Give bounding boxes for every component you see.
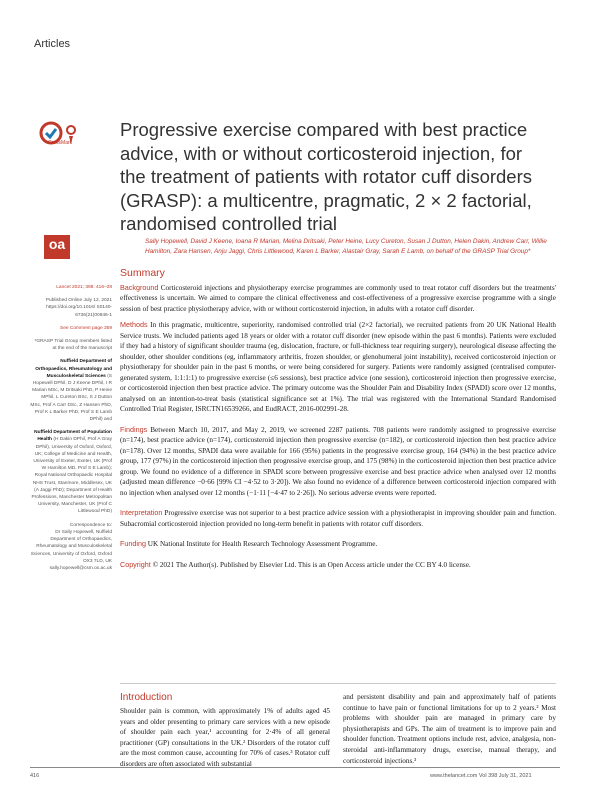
introduction-column-2: and persistent disability and pain and approximately half of patients continue to have pain or functional limitations for up to 2 years.² Most problems with shoulder pain are managed in primary care by physiotherapists and GPs. The aim of treatment is to improve pain and shoulder function. Treatment options include rest, advice, analgesia, non-steroidal anti-inflammatory drugs, exercise, manual therapy, and corticosteroid injections.³ — [343, 693, 556, 765]
background-label: Background — [120, 282, 159, 292]
correspondence-head: Correspondence to: — [69, 522, 112, 528]
copyright-paragraph — [120, 560, 556, 571]
background-text: Corticosteroid injections and physiotherapy exercise programmes are commonly used to treat rotator cuff disorders but the treatments' effectiveness is uncertain. We aimed to compare the clinical effectiveness and cost-effectiveness of a progressive exercise programme with a single session of best practice physiotherapy advice, with or without corticosteroid injection, in adults with a rotator cuff disorder. — [120, 283, 556, 313]
footer-divider — [30, 767, 560, 768]
interpretation-text: Progressive exercise was not superior to a best practice advice session with a physiotherapist in improving shoulder pain and function. Subacromial corticosteroid injection provided no long-term benefit in patients with rotator cuff disorders. — [120, 509, 556, 528]
introduction-column-1: Shoulder pain is common, with approximately 1% of adults aged 45 years and older presenting to primary care services with a new episode of shoulder pain each year,¹ accounting for 2·4% of all general practitioner (GP) consultations in the UK.² Disorders of the rotator cuff are the most common cause, accounting for 70% of cases.³ Rotator cuff disorders are often associated with substantial — [120, 707, 330, 768]
summary-section — [120, 268, 556, 570]
author-list: Sally Hopewell, David J Keene, Ioana R Marian, Melina Dritsaki, Peter Heine, Lucy Cureton, Susan J Dutton, Helen Dakin, Andrew Carr, Willie Hamilton, Zara Hansen, Anju Jaggi, Chris Littlewood, Karen L Barker, Alastair Gray, Sarah E Lamb, on behalf of the GRASP Trial Group* — [145, 238, 547, 256]
funding-paragraph — [120, 539, 556, 550]
summary-heading: Summary — [120, 267, 165, 279]
funding-text: UK National Institute for Health Research Technology Assessment Programme. — [145, 540, 378, 548]
citation: Lancet 2021; 398: 416–28 — [56, 285, 112, 290]
funding-label: Funding — [120, 539, 146, 548]
interpretation-label: Interpretation — [120, 508, 163, 517]
open-access-logo-bar — [44, 256, 70, 259]
correspondence-body[interactable]: Dr Sally Hopewell, Nuffield Department of Orthopaedics, Rheumatology and Musculoskeletal Sciences, University of Oxford, Oxford OX3 7LD, UK sally.hopewell@csm.ox.ac.uk — [30, 529, 112, 571]
published-online[interactable]: Published Online July 12, 2021 https://doi.org/10.1016/ S0140-6736(21)00846-1 — [45, 298, 112, 318]
journal-footer[interactable]: www.thelancet.com Vol 398 July 31, 2021 — [430, 773, 532, 779]
findings-label: Findings — [120, 424, 148, 434]
page-number: 416 — [30, 773, 40, 779]
trial-group-note: *GRASP Trial Group members listed at the end of the manuscript — [34, 339, 112, 352]
introduction-heading: Introduction — [120, 692, 173, 703]
findings-paragraph — [120, 425, 556, 499]
affiliation-2-head: Nuffield Department of Population Health — [34, 430, 112, 443]
copyright-text: © 2021 The Author(s). Published by Elsevier Ltd. This is an Open Access article under the CC BY 4.0 license. — [150, 560, 471, 569]
background-paragraph — [120, 283, 556, 315]
methods-label: Methods — [120, 320, 148, 329]
interpretation-paragraph — [120, 508, 556, 529]
methods-text: In this pragmatic, multicentre, superiority, randomised controlled trial (2×2 factorial), we recruited patients from 20 UK National Health Service trusts. We included patients aged 18 years or older with a rotator cuff disorder (new episode within the past 6 months). Patients were excluded if they had a history of significant shoulder trauma (eg, dislocation, fracture, or full-thickness tear requiring surgery), neurological disease affecting the shoulder, other shoulder conditions (eg, inflammatory arthritis, frozen shoulder, or glenohumeral joint instability), received corticosteroid injection or physiotherapy for shoulder pain in the past 6 months, or were being considered for surgery. Patients were randomly assigned (centralised computer-generated system, 1:1:1:1) to progressive exercise (≤6 sessions), best practice advice (one session), corticosteroid injection then progressive exercise, or corticosteroid injection then best practice advice. The primary outcome was the Shoulder Pain and Disability Index (SPADI) score over 12 months, analysed on an intention-to-treat basis (statistical significance set at 1%). The trial was registered with the International Standard Randomised Controlled Trial Register, ISRCTN16539266, and EudRACT, 2016-002991-28. — [120, 321, 556, 413]
affiliation-1-body: (S Hopewell DPhil, D J Keene DPhil, I R Marian MSc, M Dritsaki PhD, P Heine MPhil, L Cureton BSc, S J Dutton MSc, Prof A Carr DSc, Z Hansen PhD, Prof K L Barker PhD, Prof S E Lamb DPhil) and — [30, 373, 112, 423]
methods-paragraph — [120, 320, 556, 415]
comment-link[interactable]: See Comment page 359 — [60, 325, 112, 331]
crossmark-label: CrossMark — [48, 140, 73, 146]
copyright-label: Copyright — [120, 559, 151, 569]
open-access-logo-icon: oa — [44, 235, 70, 256]
affiliation-1-head: Nuffield Department of Orthopaedics, Rheumatology and Musculoskeletal Sciences — [35, 359, 112, 379]
section-label: Articles — [34, 38, 71, 50]
article-title: Progressive exercise compared with best practice advice, with or without corticosteroid injection, for the treatment of patients with rotator cuff disorders (GRASP): a multicentre, pragmatic, 2 × 2 factorial, randomised controlled trial — [120, 119, 533, 234]
summary-divider — [120, 683, 556, 684]
findings-text: Between March 10, 2017, and May 2, 2019, we screened 2287 patients. 708 patients were randomly assigned to progressive exercise (n=174), best practice advice (n=174), corticosteroid injection then progressive exercise (n=182), or corticosteroid injection then best practice advice (n=178). Over 12 months, SPADI data were available for 166 (95%) patients in the progressive exercise group, 164 (94%) in the best practice advice group, 177 (97%) in the corticosteroid injection then progressive exercise group, and 175 (98%) in the corticosteroid injection then best practice advice group. We found no evidence of a difference in SPADI score between progressive exercise and best practice advice when analysed over 12 months (adjusted mean difference −0·66 [99% CI −4·52 to 3·20]). We also found no evidence of a difference between corticosteroid injection compared with no injection when analysed over 12 months (−1·11 [−4·47 to 2·26]). No serious adverse events were reported. — [120, 425, 556, 497]
sidebar-notes — [30, 284, 112, 578]
affiliation-2-body: (H Dakin DPhil, Prof A Gray DPhil), University of Oxford, Oxford, UK; College of Medicine and Health, University of Exeter, Exeter, UK (Prof W Hamilton MD, Prof S E Lamb); Royal National Orthopaedic Hospital NHS Trust, Stanmore, Middlesex, UK (A Jaggi PhD); Department of Health Professions, Manchester Metropolitan University, Manchester, UK (Prof C Littlewood PhD) — [31, 437, 112, 515]
